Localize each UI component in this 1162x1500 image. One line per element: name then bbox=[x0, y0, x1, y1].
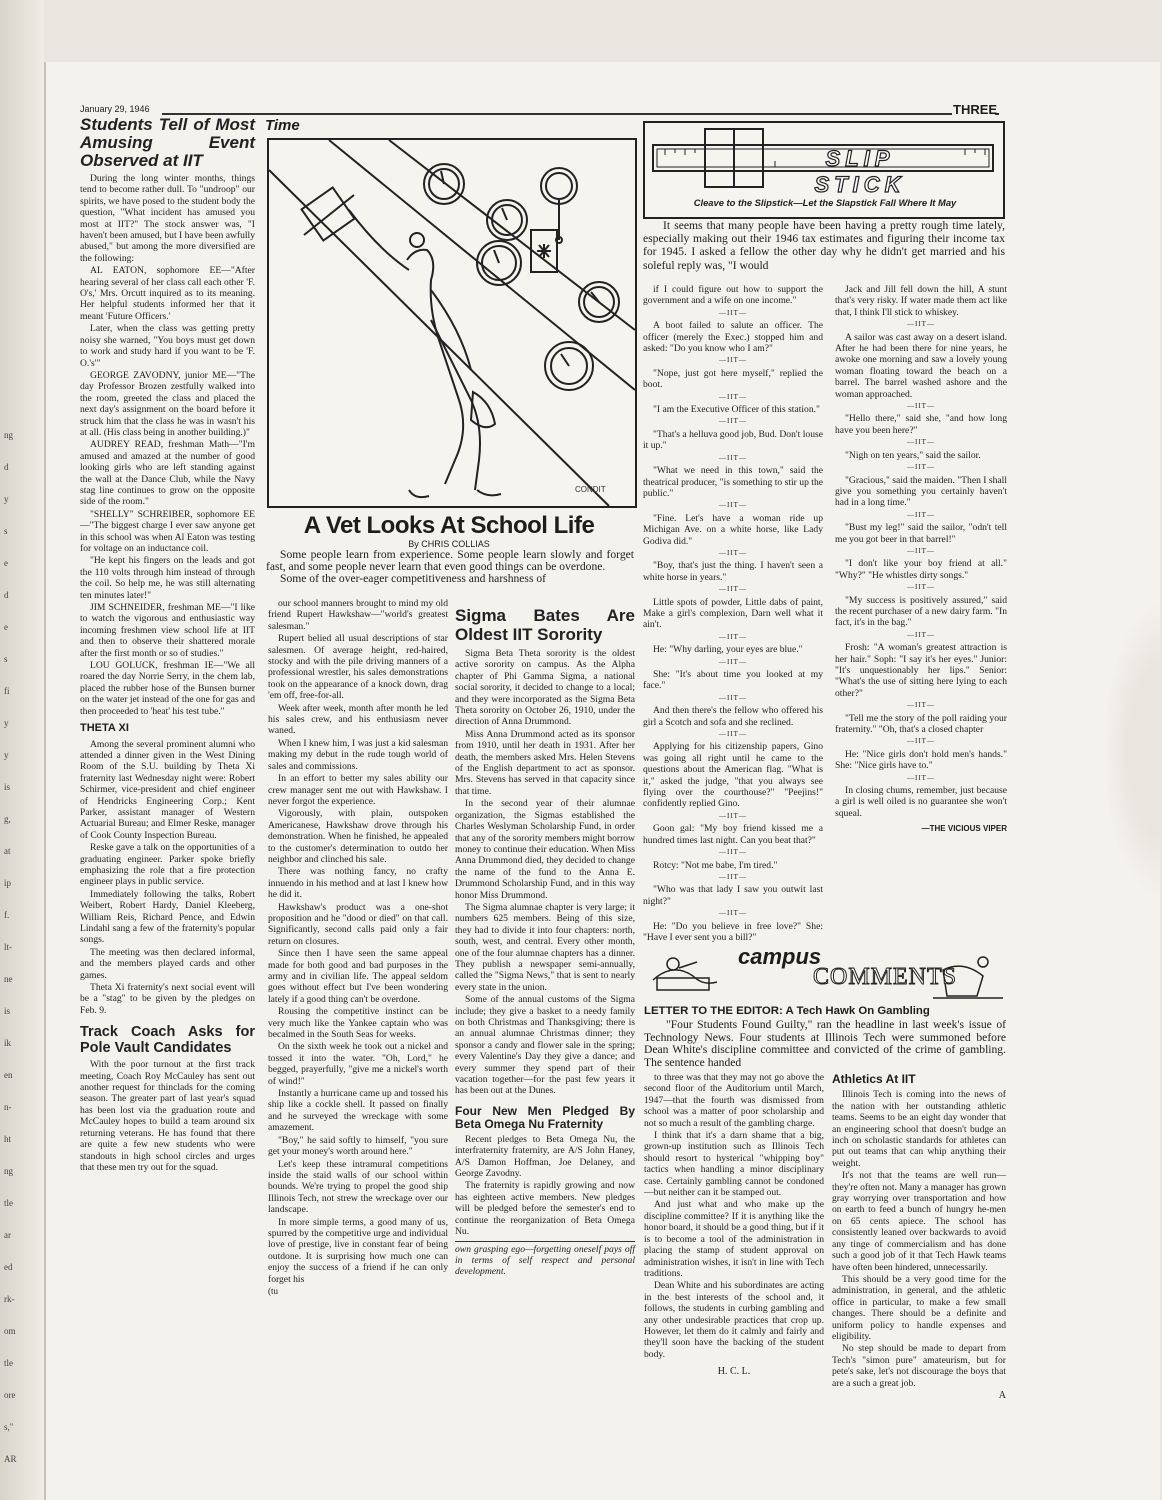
paragraph: Week after week, month after month he led his sales crew, and his enthusiasm never waned. bbox=[268, 702, 448, 737]
paragraph: In an effort to better my sales ability our crew manager sent me out with Hawkshaw. I never forgot the experience. bbox=[268, 773, 448, 807]
iit-divider: —IIT— bbox=[907, 583, 935, 592]
joke: "Who was that lady I saw you outwit last night?" bbox=[643, 884, 823, 907]
gutter-fragment: s," bbox=[4, 1422, 14, 1432]
gutter-fragment: y bbox=[4, 718, 9, 728]
paragraph: This should be a very good time for the administration, in general, and the athletic office in particular, to make a few small changes. There should be a definite and uniform policy to handle expenses and eligibility. bbox=[832, 1273, 1006, 1342]
joke: "Gracious," said the maiden. "Then I shall give you something you certainly haven't had in a long time." bbox=[835, 474, 1008, 509]
vet-lead-text: Some people learn from experience. Some people learn slowly and forget fast, and some people never learn that even good things can be overdone. bbox=[266, 548, 634, 574]
joke: "I am the Executive Officer of this station." bbox=[653, 404, 820, 416]
vet-article-title: A Vet Looks At School Life bbox=[303, 512, 595, 539]
gutter-fragment: ng bbox=[4, 1166, 13, 1176]
paragraph: When I knew him, I was just a kid salesman making my debut in the rude tough world of sales and commissions. bbox=[268, 737, 448, 772]
joke: "Nope, just got here myself," replied the boot. bbox=[643, 367, 823, 391]
paragraph: "Boy," he said softly to himself, "you sure get your money's worth around here." bbox=[268, 1134, 448, 1158]
slipstick-right-column bbox=[835, 284, 1007, 936]
gutter-fragment: d bbox=[4, 590, 9, 600]
gutter-fragment: ip bbox=[4, 878, 12, 888]
iit-divider: —IIT— bbox=[907, 630, 935, 639]
iit-divider: —IIT— bbox=[907, 701, 935, 710]
gutter-fragment: s bbox=[4, 526, 8, 536]
slipstick-tagline: Cleave to the Slipstick—Let the Slapstick Fall Where It May bbox=[693, 197, 957, 208]
article-title: Students Tell of Most Amusing Event Observed at IIT bbox=[80, 115, 255, 170]
joke: Applying for his citizenship papers, Gino was going all right until he came to the questions about the American flag. "What is it," asked the judge, "that you always see flying over the courthouse?" "Peejins!" confidently replied Gino. bbox=[643, 741, 823, 810]
campus-word: campus bbox=[738, 944, 822, 969]
iit-divider: —IIT— bbox=[719, 548, 747, 557]
paragraph: AUDREY READ, freshman Math—"I'm amused and amazed at the number of good looking girls who are left standing against the wall at the Dance Club, while the Navy stag line continues to grow on the opposite side of the room." bbox=[80, 439, 255, 508]
gutter-fragment: fi bbox=[4, 686, 10, 696]
gutter-fragment: ik bbox=[4, 1038, 12, 1048]
paragraph: Reske gave a talk on the opportunities of a graduating engineer. Parker spoke briefly emphasizing the role that a fire protection engineer plays in public service. bbox=[80, 842, 255, 888]
gutter-fragment: AR bbox=[4, 1454, 17, 1464]
gutter-fragment: ore bbox=[4, 1390, 16, 1400]
iit-divider: —IIT— bbox=[719, 501, 747, 510]
vet-lead bbox=[266, 549, 634, 586]
joke: In closing chums, remember, just because a girl is well oiled is no guarantee she won't squeal. bbox=[835, 785, 1007, 819]
paragraph: The Sigma alumnae chapter is very large; it numbers 625 members. Being of this size, they had to divide it into four chapters: north, south, west, and central. Every other month, one of the four alumnae chapters has a dinner. They publish a newspaper semi-annually, called the "Sigma News," that is sent to nearly every state in the union. bbox=[455, 901, 635, 993]
iit-divider: —IIT— bbox=[719, 453, 747, 462]
joke: "Boy, that's just the thing. I haven't seen a white horse in years." bbox=[643, 560, 823, 583]
letter-headline: LETTER TO THE EDITOR: A Tech Hawk On Gambling bbox=[644, 1005, 930, 1017]
paragraph: Theta Xi fraternity's next social event will be a "stag" to be given by the pledges on Feb. 9. bbox=[80, 982, 255, 1016]
slipstick-left-column bbox=[643, 284, 823, 943]
paragraph: to three was that they may not go above the second floor of the Auditorium until March, 1947—that the fourth was dismissed from school was a matter of poor scholarship and not so much a result of the gambling charge. bbox=[644, 1072, 824, 1129]
iit-divider: —IIT— bbox=[719, 308, 747, 317]
joke: "What we need in this town," said the theatrical producer, "is something to stir up the public." bbox=[643, 465, 823, 499]
sigma-body bbox=[455, 648, 635, 1097]
vet-lead-text-2: Some of the over-eager competitiveness and harshness of bbox=[280, 572, 547, 586]
gutter-fragment: f. bbox=[4, 910, 10, 920]
iit-divider: —IIT— bbox=[907, 510, 935, 519]
paragraph: The fraternity is rapidly growing and now has eighteen active members. New pledges will be pledged before the semester's end to continue the reorganization of Beta Omega Nu. bbox=[455, 1180, 635, 1238]
gutter-fragment: rk- bbox=[4, 1294, 15, 1304]
slipstick-title: SLIP STICK bbox=[814, 146, 906, 197]
gutter-fragment: en bbox=[4, 1070, 13, 1080]
joke: Little spots of powder, Little dabs of paint, Make a girl's complexion, Darn well what it ain't. bbox=[643, 596, 823, 631]
joke: "Bust my leg!" said the sailor, "odn't tell me you got beer in that barrel!" bbox=[835, 522, 1007, 545]
vet-tail: own grasping ego—forgetting oneself pays off in terms of self respect and personal development. bbox=[455, 1243, 635, 1278]
paragraph: During the long winter months, things tend to become rather dull. To "undroop" our spirits, we have posed to the student body the question, "What incident has amused you most at IIT?" The stock answer was, "I haven't been amused, but I have been awfully abused," but among the more diversified are the following: bbox=[80, 173, 255, 264]
iit-divider: —IIT— bbox=[719, 909, 747, 918]
theta-xi-body bbox=[80, 739, 255, 1017]
gutter-fragment: at bbox=[4, 846, 11, 856]
paragraph: Instantly a hurricane came up and tossed his ship like a cockle shell. It passed on finally and he surveyed the wreckage with some amazement. bbox=[268, 1088, 448, 1134]
paragraph: In the second year of their alumnae organization, the Sigmas established the Charles Weslyman Scholarship Fund, in order that any of the sorority members might borrow money to continue their education. When Miss Anna Drummond died, they decided to change the name of the fund to the Anna E. Drummond Scholarship Fund, and in this way honor Miss Drummond. bbox=[455, 798, 635, 901]
paragraph: Illinois Tech is coming into the news of the nation with her outstanding athletic teams. Seems to be an eight day wonder that an engineering school that doesn't budge an inch on scholastic standards for athletes can put out teams that can whip anything their weight. bbox=[832, 1089, 1006, 1169]
joke: And then there's the fellow who offered his girl a Scotch and sofa and she reclined. bbox=[643, 705, 823, 728]
joke: A boot failed to salute an officer. The officer (merely the Exec.) stopped him and asked: "Do you know who I am?" bbox=[643, 320, 823, 355]
paragraph: Rupert belied all usual descriptions of star salesmen. Of average height, red-haired, stocky and with the pile driving manners of a professional wrestler, his sales demonstrations took on the appearance of a knock down, drag 'em off, free-for-all. bbox=[268, 633, 448, 702]
paragraph: Among the several prominent alumni who attended a dinner given in the West Dining Room of the S.U. building by Theta Xi fraternity last Wednesday night were: Robert Schirmer, vice-president and chief engineer of Hendricks Engineering Corp.; Kent Parker, assistant manager of Western Actuarial Bureau; and Elmer Reske, manager of Cook County Inspection Bureau. bbox=[80, 738, 255, 841]
athletics-column bbox=[832, 1074, 1006, 1482]
iit-divider: —IIT— bbox=[907, 320, 935, 329]
gutter-fragment: e bbox=[4, 558, 8, 568]
joke: He: "Do you believe in free love?" She: "Have I ever sent you a bill?" bbox=[643, 920, 823, 943]
athletics-body bbox=[832, 1089, 1006, 1389]
gutter-fragment: lt- bbox=[4, 942, 12, 952]
paragraph: LOU GOLUCK, freshman IE—"We all roared the day Norrie Serry, in the chem lab, placed the rubber hose of the Bunsen burner on the water jet instead of the one for gas and then proceeded to 'heat' his test tube." bbox=[80, 660, 255, 717]
paragraph: Later, when the class was getting pretty noisy she warned, "You boys must get down to work and study hard if you want to be 'F. O.'s'" bbox=[80, 323, 255, 369]
joke: "Nigh on ten years," said the sailor. bbox=[845, 449, 981, 461]
slipstick-lead: It seems that many people have been having a pretty rough time lately, especially making out their 1946 tax estimates and figuring their income tax for 1945. I asked a fellow the other day why he didn't get married and his soleful reply was, "I would bbox=[643, 219, 1005, 272]
paragraph: "SHELLY" SCHREIBER, sophomore EE—"The biggest charge I ever saw anyone get in this school was when Al Eaton was testing for voltage on an inductance coil. bbox=[80, 508, 255, 554]
vet-byline: By CHRIS COLLIAS bbox=[408, 539, 490, 549]
artist-signature: CONDIT bbox=[575, 485, 606, 494]
track-title: Track Coach Asks for Pole Vault Candidates bbox=[80, 1024, 255, 1057]
letter-body bbox=[644, 1072, 824, 1360]
column-students-tell bbox=[80, 116, 255, 1496]
iit-divider: —IIT— bbox=[907, 737, 935, 746]
iit-divider: —IIT— bbox=[719, 693, 747, 702]
iit-divider: —IIT— bbox=[907, 402, 935, 411]
joke: He: "Nice girls don't hold men's hands." She: "Nice girls have to." bbox=[835, 748, 1007, 772]
paragraph: On the sixth week he took out a nickel and tossed it into the water. "Oh, Lord," he begged, prayerfully, "give me a nickel's worth of wind!" bbox=[268, 1041, 448, 1087]
comments-word: COMMENTS bbox=[813, 964, 958, 990]
paragraph: Since then I have seen the same appeal made for both good and bad purposes in the army and in civilian life. The appeal seldom goes without effect but I've been wondering lately if a good thing can't be overdone. bbox=[268, 948, 448, 1005]
gutter-fragment: ed bbox=[4, 1262, 13, 1272]
paragraph: No step should be made to depart from Tech's "simon pure" amateurism, but for pete's sake, let's not discourage the boys that are a such a great job. bbox=[832, 1343, 1006, 1389]
iit-divider: —IIT— bbox=[719, 392, 747, 401]
gutter-fragment: s bbox=[4, 654, 8, 664]
slipstick-left-jokes bbox=[643, 284, 823, 943]
gutter-fragment: y bbox=[4, 750, 9, 760]
slipstick-right-jokes bbox=[835, 284, 1007, 819]
masthead-rule bbox=[162, 113, 952, 115]
joke: if I could figure out how to support the government and a wife on one income." bbox=[643, 284, 823, 307]
paragraph: With the poor turnout at the first track meeting, Coach Roy McCauley has sent out another request for thinclads for the coming season. The greater part of last year's squad has been lost via the graduation route and McCauley hopes to build a team around six returning veterans. He has found that there are quite a few new students who were standouts in high school circles and urges that these men try out for the squad. bbox=[80, 1059, 255, 1173]
gutter-fragment: ng bbox=[4, 430, 13, 440]
joke: Frosh: "A woman's greatest attraction is her hair." Soph: "I say it's her eyes." Junior: "It's unquestionably her lips." Senior: "What's the use of sitting here lying to each other?" bbox=[835, 642, 1007, 699]
gutter-fragment: ne bbox=[4, 974, 13, 984]
joke: Rotcy: "Not me babe, I'm tired." bbox=[653, 859, 778, 871]
gutter-fragment: g, bbox=[4, 814, 11, 824]
gutter-fragment: e bbox=[4, 622, 8, 632]
beta-body bbox=[455, 1134, 635, 1238]
article-body bbox=[80, 173, 255, 717]
slipstick-banner bbox=[643, 121, 1005, 219]
sigma-title: Sigma Bates Are Oldest IIT Sorority bbox=[455, 606, 635, 644]
letter-column bbox=[644, 1072, 824, 1482]
gutter-fragment: n- bbox=[4, 1102, 12, 1112]
paragraph: Hawkshaw's product was a one-shot proposition and he "dood or died" on that call. Significantly, second calls paid only a fair return on closures. bbox=[268, 901, 448, 947]
column-vet-body bbox=[268, 598, 448, 1498]
track-body bbox=[80, 1059, 255, 1173]
gutter-fragment: tle bbox=[4, 1358, 13, 1368]
joke: "Hello there," said she, "and how long have you been here?" bbox=[835, 413, 1007, 436]
torn-edge bbox=[1102, 600, 1162, 900]
cartoon-label: Time bbox=[265, 117, 300, 134]
joke: Jack and Jill fell down the hill, A stunt that's very risky. If water made them act like that, I think I'll stick to whiskey. bbox=[835, 284, 1007, 318]
iit-divider: —IIT— bbox=[719, 811, 747, 820]
column-sigma bbox=[455, 606, 635, 1496]
paragraph: Sigma Beta Theta sorority is the oldest active sorority on campus. As the Alpha chapter of Phi Gamma Sigma, a national social sorority, it decided to change to a local; and they were incorporated as the Sigma Beta Theta sorority on October 26, 1910, under the direction of Anna Drummond. bbox=[455, 648, 635, 728]
paragraph: JIM SCHNEIDER, freshman ME—"I like to watch the vigorous and enthusiastic way incoming freshmen view school life at IIT and then to observe their shattered morale after the first month or so of studies." bbox=[80, 602, 255, 659]
gutter-fragment: tle bbox=[4, 1198, 13, 1208]
iit-divider: —IIT— bbox=[907, 438, 935, 447]
letter-signature: H. C. L. bbox=[717, 1366, 751, 1378]
joke: She: "It's about time you looked at my face." bbox=[643, 669, 823, 692]
joke: "That's a helluva good job, Bud. Don't louse it up." bbox=[643, 428, 823, 452]
iit-divider: —IIT— bbox=[907, 463, 935, 472]
iit-divider: —IIT— bbox=[719, 848, 747, 857]
paragraph: Let's keep these intramural competitions inside the staid walls of our school within bounds. We're trying to propel the good ship Illinois Tech, not strew the wreckage over our landscape. bbox=[268, 1158, 448, 1216]
campus-comments-banner bbox=[643, 940, 1003, 1002]
paragraph: Recent pledges to Beta Omega Nu, the interfraternity fraternity, are A/S John Haney, A/S Damon Hoffman, Joe Delaney, and George Zavodny. bbox=[455, 1133, 635, 1180]
paragraph: our school manners brought to mind my old friend Rupert Hawkshaw—"world's greatest salesman." bbox=[268, 598, 448, 632]
athletics-title: Athletics At IIT bbox=[832, 1072, 916, 1086]
paragraph: And just what and who make up the discipline committee? If it is anything like the honor board, it should be a good thing, but if it is to become a tool of the administration in placing the stamp of student approval on administration wishes, it isn't in line with Tech traditions. bbox=[644, 1199, 824, 1279]
paragraph: In more simple terms, a good many of us, spurred by the competitive urge and individual love of prestige, live in constant fear of being outdone. It is surprising how much one can enjoy the success of a friend if he can only forget his bbox=[268, 1216, 448, 1285]
vet-body bbox=[268, 598, 448, 1285]
slipstick-signature: —THE VICIOUS VIPER bbox=[921, 824, 1007, 834]
joke: Goon gal: "My boy friend kissed me a hundred times last night. Can you beat that?" bbox=[643, 823, 823, 846]
paragraph: Immediately following the talks, Robert Weibert, Robert Hardy, Daniel Kleeberg, William Reis, Richard Pence, and Edwin Lindahl sang a few of the fraternity's popular songs. bbox=[80, 888, 255, 946]
paragraph: AL EATON, sophomore EE—"After hearing several of her class call each other 'F. O's,' Mrs. Orcutt inquired as to its meaning. Her helpful students informed her that it meant 'Future Officers.' bbox=[80, 265, 255, 322]
joke: A sailor was cast away on a desert island. After he had been there for nine years, he awoke one morning and saw a lovely young woman floating toward the beach on a barrel. The barrel washed ashore and the woman approached. bbox=[835, 331, 1007, 400]
clock-cartoon-drawing bbox=[269, 140, 635, 506]
gutter-fragment: y bbox=[4, 494, 9, 504]
cartoon-illustration bbox=[267, 138, 637, 508]
gutter-fragment: is bbox=[4, 782, 11, 792]
paragraph: It's not that the teams are well run—they're often not. Many a manager has grown gray worrying over transportation and how on earth to feed a bunch of hungry he-men on 65 cents apiece. The school has consistently leaned over backwards to avoid any tinge of commercialism and has done such a good job of it that Tech Hawk teams have often been hindered, unnecessarily. bbox=[832, 1170, 1006, 1273]
gutter-fragment: ar bbox=[4, 1230, 11, 1240]
paragraph: The meeting was then declared informal, and the members played cards and other games. bbox=[80, 946, 255, 981]
gutter-fragment: om bbox=[4, 1326, 16, 1336]
paragraph: Rousing the competitive instinct can be very much like the Yankee captain who was becalmed in the South Seas for weeks. bbox=[268, 1006, 448, 1041]
issue-date: January 29, 1946 bbox=[80, 104, 150, 114]
gutter-fragment: d bbox=[4, 462, 9, 472]
vet-continued: (tu bbox=[268, 1285, 278, 1296]
iit-divider: —IIT— bbox=[907, 773, 935, 782]
beta-rule bbox=[455, 1241, 635, 1242]
iit-divider: —IIT— bbox=[719, 730, 747, 739]
joke: "My success is positively assured," said the recent purchaser of a new dairy farm. "In fact, it's in the bag." bbox=[835, 594, 1007, 629]
joke: "Tell me the story of the poll raiding your fraternity." "Oh, that's a closed chapter bbox=[835, 712, 1007, 736]
iit-divider: —IIT— bbox=[719, 585, 747, 594]
iit-divider: —IIT— bbox=[719, 417, 747, 426]
letter-lead: "Four Students Found Guilty," ran the headline in last week's issue of Technology News. Four students at Illinois Tech were summoned before Dean White's discipline committee and convicted of the crime of gambling. The sentence handed bbox=[644, 1018, 1006, 1069]
iit-divider: —IIT— bbox=[719, 657, 747, 666]
joke: "I don't like your boy friend at all." "Why?" "He whistles dirty songs." bbox=[835, 558, 1007, 581]
paragraph: I think that it's a darn shame that a big, grown-up institution such as Illinois Tech should resort to hysterical "whipping boy" tactics when handling a minor disciplinary case. Certainly gambling cannot be condoned—but neither can it be stamped out. bbox=[644, 1130, 824, 1199]
iit-divider: —IIT— bbox=[719, 356, 747, 365]
paragraph: "He kept his fingers on the leads and got the 110 volts through him instead of through the coil. So help me, he was still alternating ten minutes later!" bbox=[80, 555, 255, 601]
paragraph: There was nothing fancy, no crafty innuendo in his method and at last I knew how he did it. bbox=[268, 866, 448, 901]
paragraph: Vigorously, with plain, outspoken Americanese, Hawkshaw drove through his demonstration. When he finished, he appealed to the customer's determination to outdo her neighbor and clinched his sale. bbox=[268, 808, 448, 865]
joke: He: "Why darling, your eyes are blue." bbox=[653, 644, 803, 656]
gutter-fragment: ht bbox=[4, 1134, 12, 1144]
joke: "Fine. Let's have a woman ride up Michigan Ave. on a white horse, like Lady Godiva did." bbox=[643, 512, 823, 547]
iit-divider: —IIT— bbox=[719, 872, 747, 881]
page-number: THREE bbox=[953, 102, 998, 117]
beta-title: Four New Men Pledged By Beta Omega Nu Fraternity bbox=[455, 1103, 635, 1131]
athletics-signature: A bbox=[998, 1389, 1006, 1401]
paragraph: Miss Anna Drummond acted as its sponsor from 1910, until her death in 1931. After her death, the members asked Mrs. Helen Stevens of the English department to act as sponsor. Mrs. Stevens has served in that capacity since that time. bbox=[455, 728, 635, 797]
paragraph: Dean White and his subordinates are acting in the best interests of the school and, it follows, the students in curbing gambling and any other undesirable practices that crop up. However, let them do it calmly and fairly and they'll soon have the backing of the student body. bbox=[644, 1280, 824, 1360]
iit-divider: —IIT— bbox=[719, 632, 747, 641]
gutter-fragment: is bbox=[4, 1006, 11, 1016]
iit-divider: —IIT— bbox=[907, 546, 935, 555]
paragraph: Some of the annual customs of the Sigma include; they give a basket to a needy family on both Christmas and Thanksgiving; there is an annual alumnae Christmas dinner; they sponsor a candy and flower sale in the spring; every Valentine's Day they give a dance; and every summer they spend part of their vacation together—for the past few years it has been out at the Dunes. bbox=[455, 994, 635, 1097]
paragraph: GEORGE ZAVODNY, junior ME—"The day Professor Brozen zestfully walked into the room, greeted the class and placed the next day's assignment on the board before it struck him that the class he was in wasn't his at all. (His class being in another building.)" bbox=[80, 369, 255, 438]
section-head-theta-xi: THETA XI bbox=[80, 722, 129, 735]
